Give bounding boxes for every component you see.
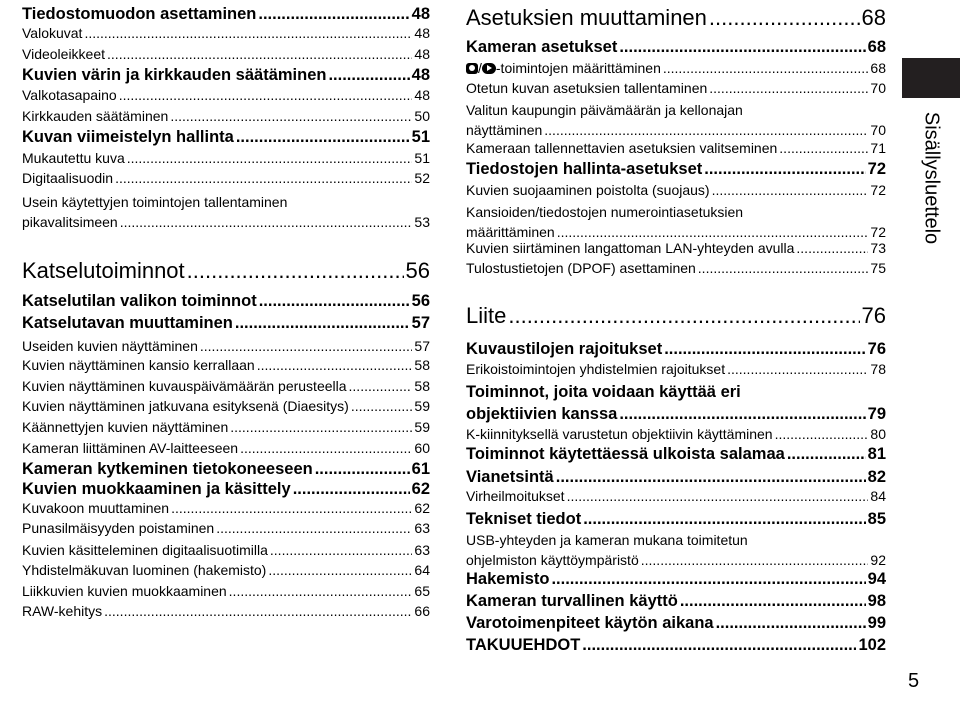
leader-dots bbox=[582, 636, 856, 655]
toc-section[interactable] bbox=[22, 66, 430, 85]
leader-dots bbox=[709, 5, 860, 31]
toc-page-number: 59 bbox=[414, 398, 430, 414]
toc-page-number: 68 bbox=[867, 38, 886, 56]
leader-dots bbox=[200, 338, 413, 354]
toc-subsection[interactable] bbox=[466, 80, 886, 96]
toc-subsection[interactable] bbox=[22, 357, 430, 373]
toc-page-number: 50 bbox=[414, 108, 430, 124]
leader-dots bbox=[258, 5, 409, 24]
toc-page-number: 94 bbox=[867, 570, 886, 588]
toc-chapter[interactable] bbox=[22, 258, 430, 284]
toc-page-number: 84 bbox=[870, 488, 886, 504]
toc-page-number: 51 bbox=[411, 128, 430, 146]
toc-entry-title: Kuvien näyttäminen kuvauspäivämäärän perusteella bbox=[22, 378, 347, 394]
toc-page-number: 68 bbox=[861, 5, 886, 30]
toc-section[interactable] bbox=[22, 480, 430, 499]
toc-page-number: 75 bbox=[870, 260, 886, 276]
toc-entry-title: Kuvien siirtäminen langattoman LAN-yhteyden avulla bbox=[466, 240, 795, 256]
leader-dots bbox=[716, 614, 866, 633]
toc-chapter[interactable] bbox=[466, 5, 886, 31]
toc-page-number: 81 bbox=[867, 445, 886, 463]
leader-dots bbox=[567, 488, 869, 504]
toc-section[interactable] bbox=[466, 160, 886, 179]
leader-dots bbox=[107, 46, 412, 62]
toc-page-number: 57 bbox=[411, 314, 430, 332]
toc-page-number: 66 bbox=[414, 603, 430, 619]
toc-page-number: 56 bbox=[411, 292, 430, 310]
toc-subsection[interactable] bbox=[466, 202, 886, 242]
toc-subsection[interactable] bbox=[466, 260, 886, 276]
toc-page-number: 80 bbox=[870, 426, 886, 442]
leader-dots bbox=[787, 445, 866, 464]
leader-dots bbox=[664, 340, 865, 359]
toc-page-number: 72 bbox=[867, 160, 886, 178]
leader-dots bbox=[187, 258, 404, 284]
toc-page-number: 48 bbox=[414, 46, 430, 62]
leader-dots bbox=[583, 510, 865, 529]
toc-entry-title: Kameran asetukset bbox=[466, 38, 618, 56]
toc-entry-title: Asetuksien muuttaminen bbox=[466, 5, 707, 30]
toc-entry-title: Kirkkauden säätäminen bbox=[22, 108, 169, 124]
toc-page-number: 48 bbox=[414, 25, 430, 41]
toc-subsection[interactable] bbox=[466, 140, 886, 156]
toc-entry-title: Katselutilan valikon toiminnot bbox=[22, 292, 257, 310]
leader-dots bbox=[663, 60, 869, 76]
toc-page-number: 60 bbox=[414, 440, 430, 456]
toc-page-number: 99 bbox=[867, 614, 886, 632]
leader-dots bbox=[229, 583, 413, 599]
toc-page-number: 78 bbox=[870, 361, 886, 377]
toc-entry-title: Useiden kuvien näyttäminen bbox=[22, 338, 198, 354]
toc-subsection[interactable] bbox=[22, 562, 430, 578]
toc-subsection[interactable] bbox=[22, 108, 430, 124]
leader-dots bbox=[544, 120, 868, 140]
leader-dots bbox=[698, 260, 869, 276]
toc-subsection[interactable] bbox=[466, 361, 886, 377]
toc-entry-title: K-kiinnityksellä varustetun objektiivin käyttäminen bbox=[466, 426, 773, 442]
toc-page-number: 52 bbox=[414, 170, 430, 186]
toc-subsection[interactable] bbox=[22, 520, 430, 536]
leader-dots bbox=[349, 378, 413, 394]
toc-entry-title: Kameran liittäminen AV-laitteeseen bbox=[22, 440, 239, 456]
toc-page-number: 102 bbox=[858, 636, 886, 654]
toc-subsection[interactable] bbox=[22, 603, 430, 619]
toc-entry-title-line1: Usein käytettyjen toimintojen tallentaminen bbox=[22, 194, 288, 210]
toc-entry-title: Valkotasapaino bbox=[22, 87, 117, 103]
leader-dots bbox=[119, 87, 413, 103]
toc-page-number: 92 bbox=[870, 552, 886, 568]
leader-dots bbox=[230, 419, 412, 435]
toc-section[interactable] bbox=[22, 460, 430, 479]
toc-page-number: 85 bbox=[867, 510, 886, 528]
toc-entry-title: Kuvien käsitteleminen digitaalisuotimilla bbox=[22, 542, 268, 558]
toc-section[interactable] bbox=[466, 614, 886, 633]
leader-dots bbox=[259, 292, 410, 311]
toc-page-number: 98 bbox=[867, 592, 886, 610]
camera-icon bbox=[466, 63, 478, 74]
leader-dots bbox=[216, 520, 412, 536]
toc-entry-title bbox=[466, 60, 661, 76]
leader-dots bbox=[235, 314, 410, 333]
toc-section[interactable] bbox=[466, 468, 886, 487]
toc-subsection[interactable] bbox=[22, 150, 430, 166]
toc-entry-title: Valokuvat bbox=[22, 25, 83, 41]
leader-dots bbox=[115, 170, 412, 186]
leader-dots bbox=[709, 80, 868, 96]
toc-subsection[interactable] bbox=[22, 378, 430, 394]
toc-page-number: 63 bbox=[414, 542, 430, 558]
toc-entry-title: Kameran kytkeminen tietokoneeseen bbox=[22, 460, 313, 478]
leader-dots bbox=[351, 398, 413, 414]
toc-entry-title: Vianetsintä bbox=[466, 468, 554, 486]
toc-page-number: 59 bbox=[414, 419, 430, 435]
leader-dots bbox=[619, 38, 865, 57]
toc-section[interactable] bbox=[466, 636, 886, 655]
toc-entry-title: Varotoimenpiteet käytön aikana bbox=[466, 614, 714, 632]
toc-page-number: 72 bbox=[870, 224, 886, 240]
toc-section[interactable] bbox=[22, 314, 430, 333]
toc-page-number: 48 bbox=[411, 66, 430, 84]
toc-section[interactable] bbox=[466, 510, 886, 529]
toc-entry-title: Otetun kuvan asetuksien tallentaminen bbox=[466, 80, 708, 96]
toc-entry-title: Hakemisto bbox=[466, 570, 550, 588]
toc-entry-title: Kuvien suojaaminen poistolta (suojaus) bbox=[466, 182, 710, 198]
leader-dots bbox=[170, 108, 412, 124]
toc-page-number: 76 bbox=[867, 340, 886, 358]
toc-subsection[interactable] bbox=[22, 398, 430, 414]
leader-dots bbox=[508, 303, 859, 329]
toc-subsection[interactable] bbox=[22, 192, 430, 232]
toc-entry-title: määrittäminen bbox=[466, 224, 555, 240]
leader-dots bbox=[328, 66, 409, 85]
toc-section[interactable] bbox=[466, 445, 886, 464]
leader-dots bbox=[619, 403, 865, 425]
toc-entry-title: Kameraan tallennettavien asetuksien valitseminen bbox=[466, 140, 778, 156]
toc-entry-title: Kameran turvallinen käyttö bbox=[466, 592, 678, 610]
toc-subsection[interactable] bbox=[466, 100, 886, 140]
leader-dots bbox=[775, 426, 869, 442]
toc-page-number: 48 bbox=[414, 87, 430, 103]
toc-page-number: 82 bbox=[867, 468, 886, 486]
leader-dots bbox=[779, 140, 868, 156]
toc-entry-title: Katselutavan muuttaminen bbox=[22, 314, 233, 332]
toc-page-number: 56 bbox=[405, 258, 430, 283]
toc-subsection[interactable] bbox=[22, 500, 430, 516]
toc-entry-title: näyttäminen bbox=[466, 122, 543, 138]
toc-entry-title: Videoleikkeet bbox=[22, 46, 106, 62]
leader-dots bbox=[127, 150, 413, 166]
leader-dots bbox=[240, 440, 412, 456]
leader-dots bbox=[556, 468, 866, 487]
toc-page-number: 61 bbox=[411, 460, 430, 478]
toc-page-number: 68 bbox=[870, 60, 886, 76]
toc-entry-title: Kuvaustilojen rajoitukset bbox=[466, 340, 663, 358]
toc-page-number: 62 bbox=[411, 480, 430, 498]
toc-entry-title: Tiedostojen hallinta-asetukset bbox=[466, 160, 703, 178]
toc-entry-title: Katselutoiminnot bbox=[22, 258, 185, 283]
toc-entry-title: Tulostustietojen (DPOF) asettaminen bbox=[466, 260, 696, 276]
leader-dots bbox=[268, 562, 412, 578]
leader-dots bbox=[257, 357, 413, 373]
leader-dots bbox=[270, 542, 413, 558]
leader-dots bbox=[104, 603, 412, 619]
toc-entry-title: Tiedostomuodon asettaminen bbox=[22, 5, 257, 23]
toc-entry-title: Toiminnot käytettäessä ulkoista salamaa bbox=[466, 445, 785, 463]
leader-dots bbox=[84, 25, 412, 41]
leader-dots bbox=[680, 592, 866, 611]
toc-entry-title-line1: Valitun kaupungin päivämäärän ja kellonajan bbox=[466, 102, 743, 118]
toc-subsection[interactable] bbox=[22, 419, 430, 435]
leader-dots bbox=[704, 160, 865, 179]
toc-page-number: 58 bbox=[414, 378, 430, 394]
toc-entry-title: Kuvakoon muuttaminen bbox=[22, 500, 170, 516]
toc-page-number: 53 bbox=[414, 214, 430, 230]
toc-page-number: 72 bbox=[870, 182, 886, 198]
toc-subsection[interactable] bbox=[22, 170, 430, 186]
toc-page-number: 58 bbox=[414, 357, 430, 373]
toc-entry-title: Punasilmäisyyden poistaminen bbox=[22, 520, 215, 536]
toc-entry-title: Liite bbox=[466, 303, 507, 328]
leader-dots bbox=[557, 222, 869, 242]
icon-separator: / bbox=[478, 60, 482, 76]
toc-entry-title: TAKUUEHDOT bbox=[466, 636, 581, 654]
toc-subsection[interactable] bbox=[466, 240, 886, 256]
toc-page-number: 70 bbox=[870, 80, 886, 96]
toc-section[interactable] bbox=[22, 5, 430, 24]
leader-dots bbox=[120, 212, 413, 232]
toc-subsection[interactable] bbox=[466, 530, 886, 570]
toc-entry-title-rest: -toimintojen määrittäminen bbox=[495, 60, 661, 76]
leader-dots bbox=[293, 480, 410, 499]
page-number: 5 bbox=[908, 670, 920, 692]
toc-page-number: 57 bbox=[414, 338, 430, 354]
toc-entry-title: Virheilmoitukset bbox=[466, 488, 565, 504]
toc-entry-title: Erikoistoimintojen yhdistelmien rajoitukset bbox=[466, 361, 726, 377]
toc-entry-title: Mukautettu kuva bbox=[22, 150, 125, 166]
toc-entry-title: Yhdistelmäkuvan luominen (hakemisto) bbox=[22, 562, 267, 578]
toc-entry-title: Digitaalisuodin bbox=[22, 170, 114, 186]
toc-subsection[interactable] bbox=[22, 25, 430, 41]
toc-page-number: 64 bbox=[414, 562, 430, 578]
toc-page-number: 76 bbox=[861, 303, 886, 328]
toc-entry-title: Liikkuvien kuvien muokkaaminen bbox=[22, 583, 227, 599]
section-tab-text: Sisällysluettelo bbox=[920, 111, 943, 245]
toc-subsection[interactable] bbox=[466, 426, 886, 442]
toc-entry-title: pikavalitsimeen bbox=[22, 214, 118, 230]
toc-entry-title: Kuvien muokkaaminen ja käsittely bbox=[22, 480, 291, 498]
toc-page-number: 48 bbox=[411, 5, 430, 23]
toc-page-number: 70 bbox=[870, 122, 886, 138]
toc-entry-title: Kuvan viimeistelyn hallinta bbox=[22, 128, 234, 146]
leader-dots bbox=[551, 570, 865, 589]
toc-page-number: 63 bbox=[414, 520, 430, 536]
toc-subsection[interactable] bbox=[466, 488, 886, 504]
toc-section[interactable] bbox=[466, 381, 886, 425]
toc-subsection[interactable] bbox=[22, 440, 430, 456]
toc-entry-title-line1: Kansioiden/tiedostojen numerointiasetuksien bbox=[466, 204, 744, 220]
toc-entry-title: Käännettyjen kuvien näyttäminen bbox=[22, 419, 229, 435]
toc-section[interactable] bbox=[466, 38, 886, 57]
toc-subsection[interactable] bbox=[466, 182, 886, 198]
playback-icon bbox=[482, 63, 496, 74]
toc-section[interactable] bbox=[466, 592, 886, 611]
toc-page-number: 62 bbox=[414, 500, 430, 516]
leader-dots bbox=[796, 240, 868, 256]
toc-page-number: 71 bbox=[870, 140, 886, 156]
leader-dots bbox=[236, 128, 410, 147]
leader-dots bbox=[712, 182, 869, 198]
toc-entry-title: ohjelmiston käyttöympäristö bbox=[466, 552, 639, 568]
toc-entry-title: objektiivien kanssa bbox=[466, 405, 618, 423]
toc-section[interactable] bbox=[466, 570, 886, 589]
leader-dots bbox=[641, 550, 869, 570]
toc-entry-title: Kuvien värin ja kirkkauden säätäminen bbox=[22, 66, 327, 84]
toc-section[interactable] bbox=[22, 292, 430, 311]
toc-subsection[interactable] bbox=[22, 583, 430, 599]
toc-subsection[interactable] bbox=[22, 542, 430, 558]
toc-subsection[interactable] bbox=[22, 87, 430, 103]
toc-section[interactable] bbox=[466, 340, 886, 359]
toc-page-number: 65 bbox=[414, 583, 430, 599]
toc-chapter[interactable] bbox=[466, 303, 886, 329]
section-tab-label bbox=[902, 98, 960, 258]
leader-dots bbox=[315, 460, 410, 479]
leader-dots bbox=[727, 361, 868, 377]
toc-page-number: 73 bbox=[870, 240, 886, 256]
toc-subsection[interactable] bbox=[22, 338, 430, 354]
toc-page-number: 79 bbox=[867, 405, 886, 423]
toc-entry-title-line1: USB-yhteyden ja kameran mukana toimitetun bbox=[466, 532, 748, 548]
toc-entry-title: Kuvien näyttäminen jatkuvana esityksenä (Diaesitys) bbox=[22, 398, 349, 414]
section-tab-marker bbox=[902, 58, 960, 98]
toc-subsection[interactable] bbox=[466, 60, 886, 76]
toc-entry-title: Kuvien näyttäminen kansio kerrallaan bbox=[22, 357, 255, 373]
toc-entry-title: RAW-kehitys bbox=[22, 603, 103, 619]
toc-entry-title-line1: Toiminnot, joita voidaan käyttää eri bbox=[466, 383, 741, 401]
toc-subsection[interactable] bbox=[22, 46, 430, 62]
leader-dots bbox=[171, 500, 412, 516]
toc-entry-title: Tekniset tiedot bbox=[466, 510, 582, 528]
toc-page-number: 51 bbox=[414, 150, 430, 166]
toc-section[interactable] bbox=[22, 128, 430, 147]
